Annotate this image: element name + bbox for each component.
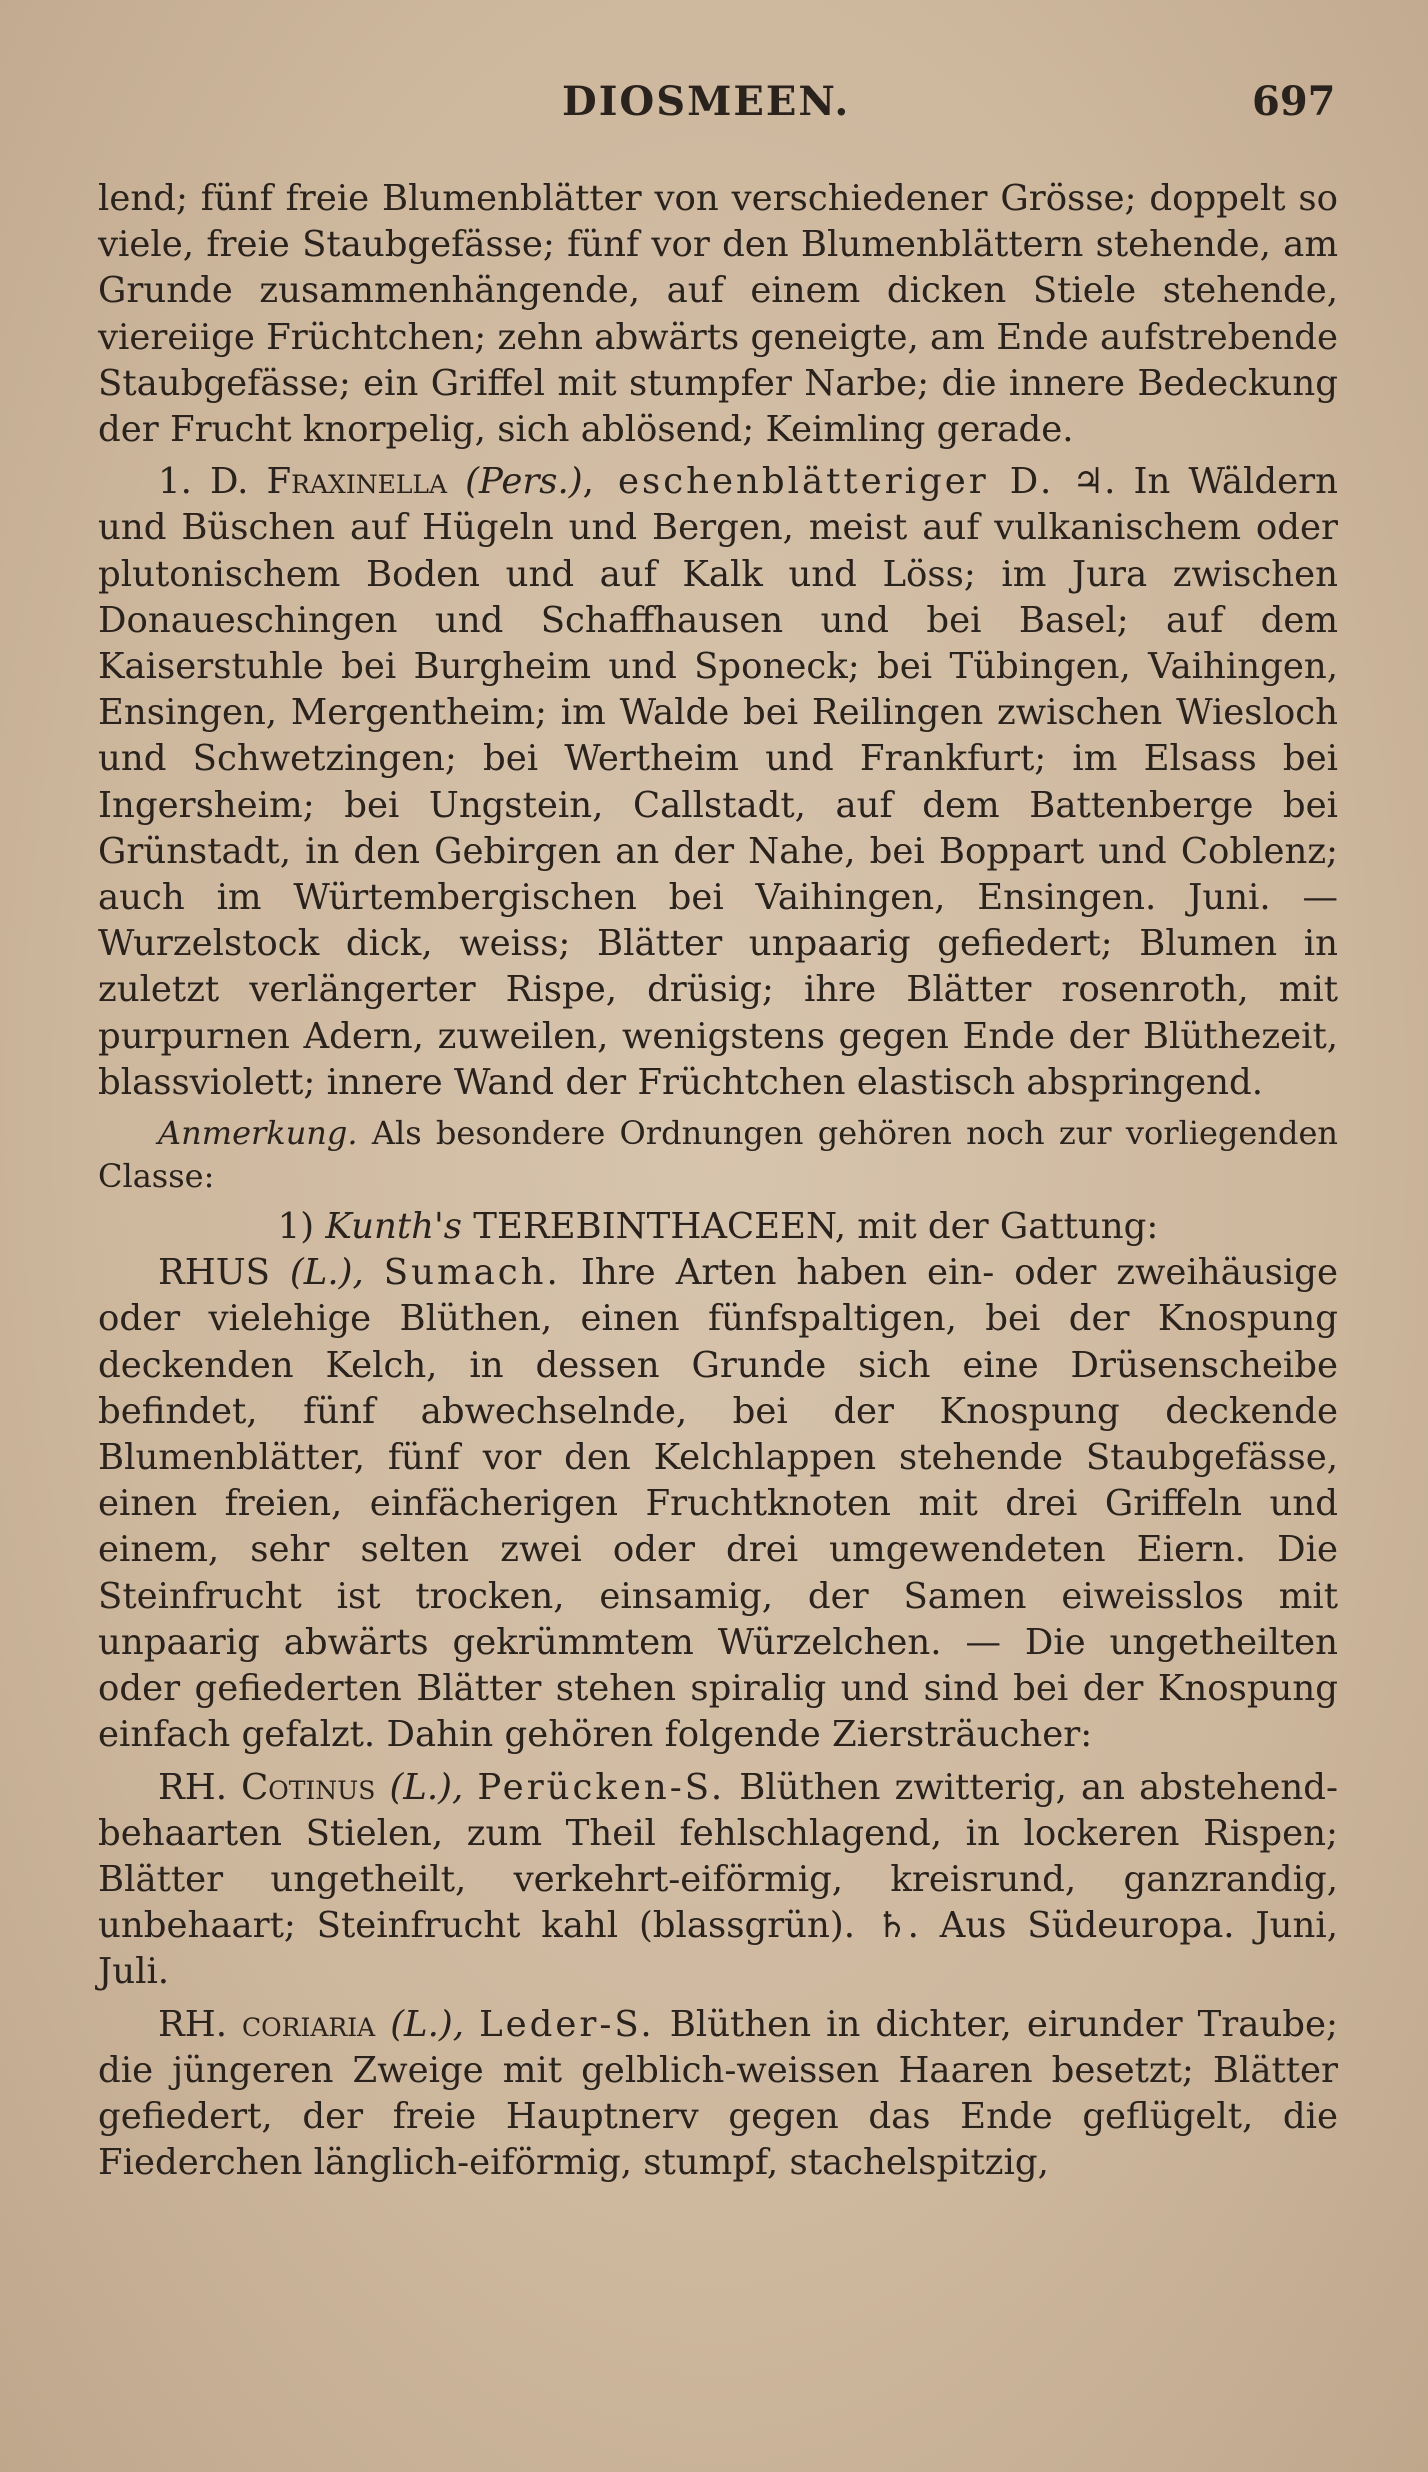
annotation-note — [98, 1112, 1338, 1198]
species-author: (L.), — [375, 1766, 478, 1808]
species-entry-coriaria — [98, 2002, 1338, 2187]
section-title: TEREBINTHACEEN, mit der Gattung: — [461, 1206, 1159, 1248]
genus-common-name: Sumach. — [383, 1252, 561, 1294]
genus-author: (L.), — [269, 1252, 384, 1294]
genus-description-continuation: lend; fünf freie Blumenblätter von verschiedener Grösse; doppelt so viele, freie Staubgefässe; fünf vor den Blumenblättern stehende, am Grunde zusammenhängende, auf einem dicken Stiele stehende, viereiige Früchtchen; zehn abwärts geneigte, am Ende aufstrebende Staubgefässe; ein Griffel mit stumpfer Narbe; die innere Bedeckung der Frucht knorpelig, sich ablösend; Keimling gerade. — [98, 178, 1338, 451]
page-number: 697 — [1252, 78, 1336, 125]
species-entry-cotinus — [98, 1765, 1338, 1996]
running-head: DIOSMEEN. — [562, 78, 851, 125]
species-common-name: Leder-S. — [479, 2003, 655, 2045]
page-header — [0, 78, 1428, 138]
section-author: Kunth's — [325, 1206, 462, 1248]
genus-text: Ihre Arten haben ein- oder zweihäusige oder vielehige Blüthen, einen fünfspaltigen, bei der Knospung deckenden Kelch, in dessen Grunde sich eine Drüsenscheibe befindet, fünf abwechselnde, bei der Knospung deckende Blumenblätter, fünf vor den Kelchlappen stehende Staubgefässe, einen freien, einfächerigen Fruchtknoten mit drei Griffeln und einem, sehr selten zwei oder drei umgewendeten Eiern. Die Steinfrucht ist trocken, einsamig, der Samen eiweisslos mit unpaarig abwärts gekrümmtem Würzelchen. — Die ungetheilten oder gefiederten Blätter stehen spiralig und sind bei der Knospung einfach gefalzt. Dahin gehören folgende Ziersträucher: — [98, 1252, 1338, 1756]
note-text: Als besondere Ordnungen gehören noch zur vorliegenden Classe: — [98, 1114, 1338, 1196]
species-name: Cotinus — [241, 1766, 376, 1808]
genus-name: RHUS — [158, 1252, 270, 1294]
species-name: coriaria — [242, 2003, 376, 2045]
shrub-symbol: ♄. — [855, 1905, 919, 1947]
species-common-name: Perücken-S. — [477, 1766, 726, 1808]
species-text-end: Aus Südeuropa. Juni, Juli. — [98, 1905, 1338, 1993]
page-body — [98, 176, 1338, 2186]
species-entry-fraxinella — [98, 459, 1338, 1106]
species-author: (Pers.) — [465, 461, 583, 503]
species-common-name: , eschenblätteriger D. — [582, 461, 1055, 503]
species-text: Blüthen zwitterig, an abstehend-behaarten Stielen, zum Theil fehlschlagend, in lockeren Rispen; Blätter ungetheilt, verkehrt-eiförmig, kreisrund, ganzrandig, unbehaart; Steinfrucht kahl (blassgrün). — [98, 1766, 1338, 1947]
section-heading — [98, 1204, 1338, 1250]
species-abbr: RH. — [158, 2003, 227, 2045]
genus-entry-rhus — [98, 1250, 1338, 1758]
species-number: 1. D. — [158, 461, 249, 503]
species-name: Fraxinella — [266, 461, 448, 503]
species-abbr: RH. — [158, 1766, 227, 1808]
species-text: In Wäldern und Büschen auf Hügeln und Bergen, meist auf vulkanischem oder plutonischem Boden und auf Kalk und Löss; im Jura zwischen Donaueschingen und Schaffhausen und bei Basel; auf dem Kaiserstuhle bei Burgheim und Sponeck; bei Tübingen, Vaihingen, Ensingen, Mergentheim; im Walde bei Reilingen zwischen Wiesloch und Schwetzingen; bei Wertheim und Frankfurt; im Elsass bei Ingersheim; bei Ungstein, Callstadt, auf dem Battenberge bei Grünstadt, in den Gebirgen an der Nahe, bei Boppart und Coblenz; auch im Würtembergischen bei Vaihingen, Ensingen. Juni. — Wurzelstock dick, weiss; Blätter unpaarig gefiedert; Blumen in zuletzt verlängerter Rispe, drüsig; ihre Blätter rosenroth, mit purpurnen Adern, zuweilen, wenigstens gegen Ende der Blüthezeit, blassviolett; innere Wand der Früchtchen elastisch abspringend. — [98, 461, 1338, 1103]
species-author: (L.), — [375, 2003, 480, 2045]
species-text: Blüthen in dichter, eirunder Traube; die jüngeren Zweige mit gelblich-weissen Haaren besetzt; Blätter gefiedert, der freie Hauptnerv gegen das Ende geflügelt, die Fiederchen länglich-eiförmig, stumpf, stachelspitzig, — [98, 2003, 1338, 2184]
perennial-symbol: ♃. — [1072, 461, 1116, 503]
note-label: Anmerkung. — [158, 1114, 358, 1153]
section-prefix: 1) — [277, 1206, 326, 1248]
